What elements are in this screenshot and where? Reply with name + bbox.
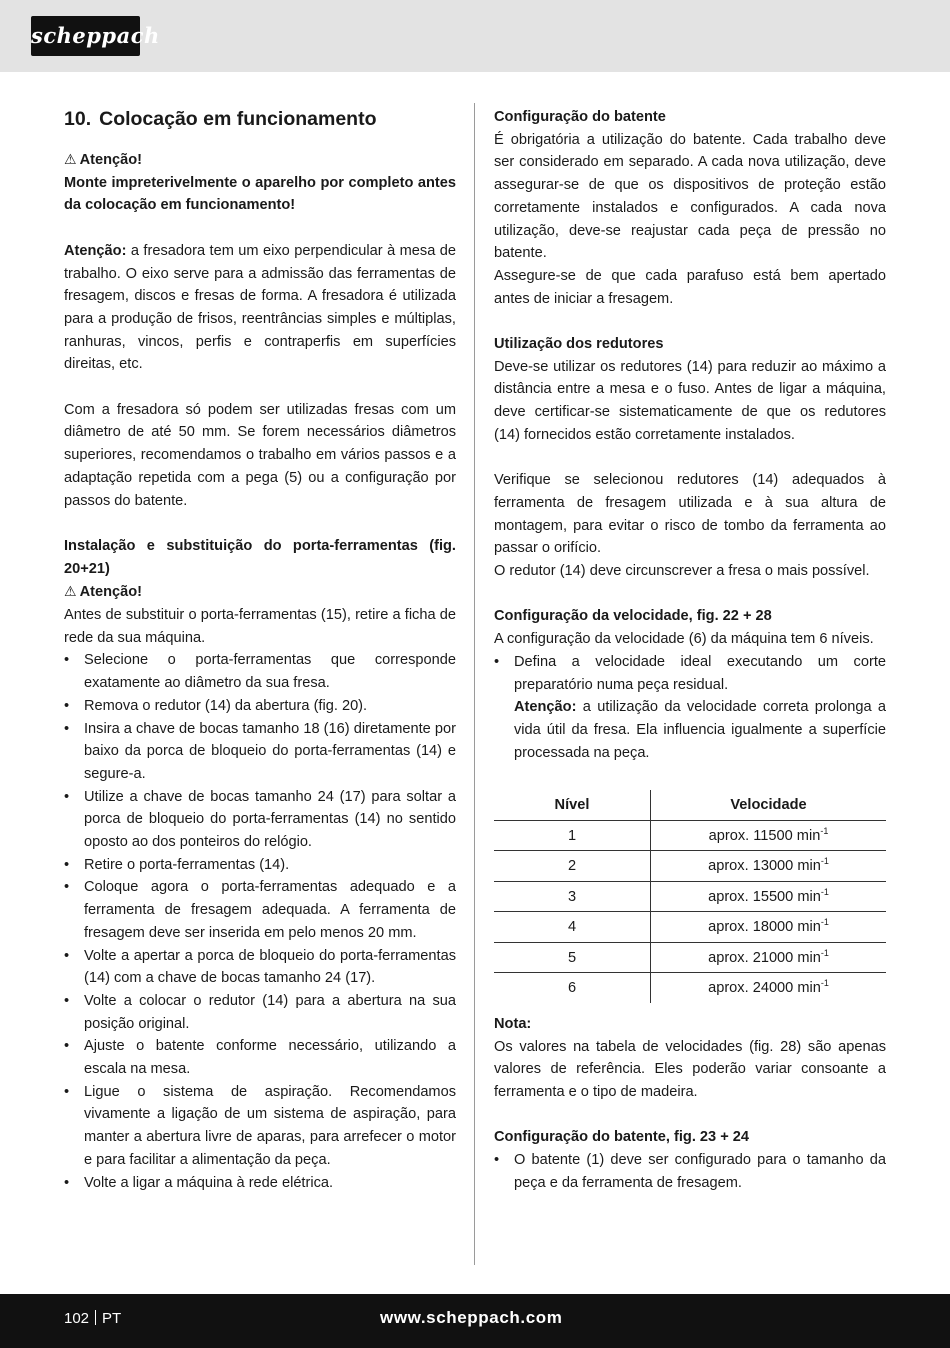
speed-intro: A configuração da velocidade (6) da máquina tem 6 níveis. [494,631,874,648]
table-row: 5 aprox. 21000 $\min^{-1}$ [494,942,886,973]
page-number: 102 [64,1310,90,1327]
fresas-paragraph: Com a fresadora só podem ser utilizadas fresas com um diâmetro de até 50 mm. Se forem necessários diâmetros superiores, recomendamos o trabalho em vários passos e a adaptação repetida com a pega (5) ou a configuração por passos do batente. [64,401,456,509]
right-column [494,106,886,1194]
batente2-heading: Configuração do batente, fig. 23 + 24 [494,1129,750,1146]
table-row: 1 aprox. 11500 $\min^{-1}$ [494,820,886,851]
col-header-level: Nível [494,790,651,820]
list-item: • Retire o porta-ferramentas (14). [64,854,456,877]
list-item: • Volte a ligar a máquina à rede elétrica. [64,1172,456,1195]
table-row: 4 aprox. 18000 $\min^{-1}$ [494,912,886,943]
warning-icon: ⚠ [64,583,77,600]
header-bar [0,0,950,72]
section-number: 10. [64,108,92,130]
column-divider [474,103,475,1265]
warning-icon: ⚠ [64,151,77,167]
list-item: • Ajuste o batente conforme necessário, utilizando a escala na mesa. [64,1035,456,1080]
scheppach-logo: scheppach [31,16,140,56]
footer-bar [0,1294,950,1348]
list-item: • Selecione o porta-ferramentas que corresponde exatamente ao diâmetro da sua fresa. [64,649,456,694]
batente-text-1: É obrigatória a utilização do batente. Cada trabalho deve ser considerado em separado. A cada nova utilização, deve assegurar-se de que os dispositivos de proteção estão corretamente instalados e configurados. A cada nova utilização, deve-se reajustar cada peça de pressão no batente. [494,131,886,262]
speed-table [494,790,886,1003]
left-column [64,106,456,1194]
nota-label: Nota: [494,1015,532,1032]
redutores-heading: Utilização dos redutores [494,336,664,353]
list-item: • Remova o redutor (14) da abertura (fig. 20). [64,695,456,718]
list-item: • Utilize a chave de bocas tamanho 24 (17) para soltar a porca de bloqueio do porta-ferramentas (14) no sentido oposto ao dos ponteiros do relógio. [64,786,456,854]
col-header-speed: Velocidade [651,790,887,820]
list-item: • Insira a chave de bocas tamanho 18 (16) diretamente por baixo da porca de bloqueio do porta-ferramentas (14) e segure-a. [64,718,456,786]
website-link[interactable]: www.scheppach.com [380,1308,563,1327]
list-item: • Volte a apertar a porca de bloqueio do porta-ferramentas (14) com a chave de bocas tamanho 24 (17). [64,945,456,990]
redutores-text-3: O redutor (14) deve circunscrever a fresa o mais possível. [494,563,870,580]
batente-heading: Configuração do batente [494,109,666,125]
install-intro: Antes de substituir o porta-ferramentas (15), retire a ficha de rede da sua máquina. [64,607,456,646]
table-row: 6 aprox. 24000 $\min^{-1}$ [494,973,886,1003]
speed-heading: Configuração da velocidade, fig. 22 + 28 [494,608,772,625]
nota-text: Os valores na tabela de velocidades (fig. 28) são apenas valores de referência. Eles poderão variar consoante a ferramenta e o tipo de madeira. [494,1038,886,1100]
table-header-row [494,790,886,820]
language-code: PT [102,1310,122,1327]
attention-heading: ⚠ Atenção! [64,148,456,172]
intro-paragraph [64,240,456,376]
atencao-text: a fresadora tem um eixo perpendicular à mesa de trabalho. O eixo serve para a admissão das ferramentas de fresagem, discos e fresas de forma. A fresadora é utilizada para a produção de frisos, reentrâncias simples e múltiplas, ranhuras, vincos, perfis e contraperfis em superfícies direitas, etc. [64,242,456,373]
atencao-label: Atenção: [64,242,127,259]
list-item: • O batente (1) deve ser configurado para o tamanho da peça e da ferramenta de fresagem. [494,1149,886,1194]
batente2-list [494,1149,886,1194]
page-indicator [64,1310,121,1327]
mount-notice: Monte impreterivelmente o aparelho por completo antes da colocação em funcionamento! [64,174,456,214]
list-item: • Defina a velocidade ideal executando um corte preparatório numa peça residual. Atenção: a utilização da velocidade correta prolonga a vida útil da fresa. Ela influencia igualmente a superfície processada na peça. [494,651,886,765]
speed-atencao-text: a utilização da velocidade correta prolonga a vida útil da fresa. Ela influencia igualmente a superfície processada na peça. [514,699,886,761]
speed-list [494,651,886,765]
table-row: 3 aprox. 15500 $\min^{-1}$ [494,881,886,912]
install-steps-list [64,649,456,1194]
table-row: 2 aprox. 13000 $\min^{-1}$ [494,851,886,882]
redutores-text-1: Deve-se utilizar os redutores (14) para reduzir ao máximo a distância entre a mesa e o fuso. Antes de ligar a máquina, deve certificar-se sistematicamente de que os redutores (14) fornecidos estão corretamente instalados. [494,358,886,443]
section-title [64,106,456,132]
batente-text-2: Assegure-se de que cada parafuso está bem apertado antes de iniciar a fresagem. [494,267,886,307]
list-item: • Coloque agora o porta-ferramentas adequado e a ferramenta de fresagem adequada. A ferramenta de fresagem deve ser inserida em pelo menos 20 mm. [64,876,456,944]
list-item: • Volte a colocar o redutor (14) para a abertura na sua posição original. [64,990,456,1035]
speed-atencao-label: Atenção: [514,699,577,716]
redutores-text-2: Verifique se selecionou redutores (14) adequados à ferramenta de fresagem utilizada e à sua altura de montagem, para evitar o risco de tombo da ferramenta ao passar o orifício. [494,472,886,557]
attention-heading-2: ⚠ Atenção! [64,580,456,604]
section-title-text: Colocação em funcionamento [99,108,377,130]
list-item: • Ligue o sistema de aspiração. Recomendamos vivamente a ligação de um sistema de aspiração, para manter a abertura livre de aparas, para arrefecer o motor e para facilitar a alimentação da peça. [64,1081,456,1172]
install-heading: Instalação e substituição do porta-ferramentas (fig. 20+21) [64,537,456,577]
